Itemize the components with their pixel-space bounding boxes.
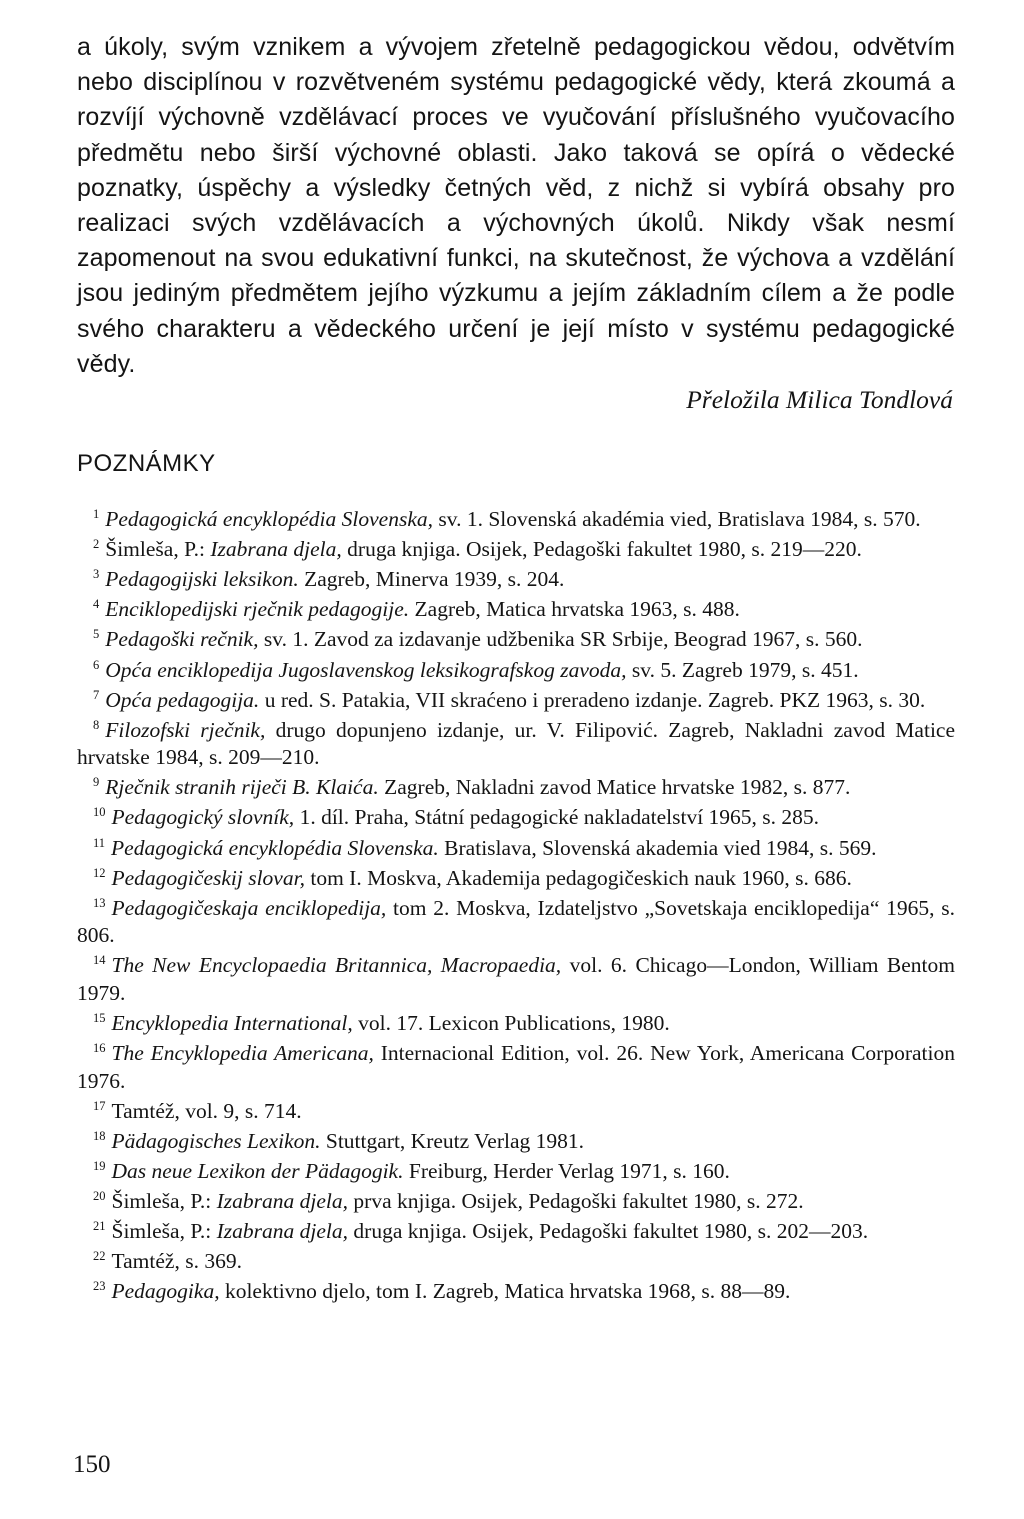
- footnote: [77, 1010, 955, 1038]
- footnote: [77, 657, 955, 685]
- translator-credit: Přeložila Milica Tondlová: [686, 385, 953, 415]
- footnote-text: u red. S. Patakia, VII skraćeno i preradeno izdanje. Zagreb. PKZ 1963, s. 30.: [259, 687, 926, 712]
- footnote-text: vol. 6. Chicago—London, William Bentom 1979.: [77, 953, 955, 1006]
- footnote-title: Das neue Lexikon der Pädagogik.: [111, 1159, 404, 1184]
- footnote: [77, 596, 955, 624]
- footnote-text: kolektivno djelo, tom I. Zagreb, Matica hrvatska 1968, s. 88—89.: [219, 1279, 791, 1304]
- page-number: 150: [73, 1451, 111, 1478]
- notes-heading: POZNÁMKY: [77, 450, 216, 478]
- footnote-title: Pedagogičeskaja enciklopedija,: [111, 895, 387, 920]
- notes-list: [77, 506, 955, 1306]
- footnote-author: Šimleša, P.:: [111, 1189, 217, 1214]
- footnote-title: Filozofski rječnik,: [105, 717, 266, 742]
- footnote: [77, 506, 955, 534]
- footnote-number: 18: [93, 1129, 106, 1143]
- footnote-title: Pedagogičeskij slovar,: [111, 865, 305, 890]
- footnote-text: Zagreb, Minerva 1939, s. 204.: [298, 567, 565, 592]
- footnote-text: Zagreb, Nakladni zavod Matice hrvatske 1982, s. 877.: [378, 775, 851, 800]
- footnote-text: Tamtéž, s. 369.: [111, 1249, 242, 1274]
- footnote-text: Freiburg, Herder Verlag 1971, s. 160.: [403, 1159, 730, 1184]
- footnote: [77, 1188, 955, 1216]
- footnote-number: 19: [93, 1159, 106, 1174]
- footnote-number: 17: [93, 1098, 106, 1113]
- footnote-title: Opća enciklopedija Jugoslavenskog leksikografskog zavoda,: [105, 657, 627, 682]
- footnote-text: drugo dopunjeno izdanje, ur. V. Filipović. Zagreb, Nakladni zavod Matice hrvatske 1984, s. 209—210.: [77, 717, 955, 770]
- footnote-text: tom I. Moskva, Akademija pedagogičeskich nauk 1960, s. 686.: [304, 865, 852, 890]
- footnote: [77, 774, 955, 802]
- footnote-number: 10: [93, 805, 106, 820]
- footnote-number: 14: [93, 953, 106, 968]
- footnote: [77, 1218, 955, 1246]
- footnote-number: 15: [93, 1011, 106, 1026]
- footnote-number: 21: [93, 1219, 106, 1234]
- footnote: [77, 1158, 955, 1186]
- footnote-text: prva knjiga. Osijek, Pedagoški fakultet 1980, s. 272.: [348, 1189, 804, 1214]
- footnote-number: 2: [93, 537, 100, 552]
- footnote-number: 11: [93, 835, 106, 850]
- footnote-number: 16: [93, 1041, 106, 1056]
- footnote: [77, 566, 955, 594]
- footnote-title: Pedagogický slovník,: [111, 805, 295, 830]
- footnote: [77, 1128, 955, 1156]
- footnote: [77, 1040, 955, 1095]
- footnote-title: Izabrana djela,: [216, 1189, 349, 1214]
- footnote-title: Pedagogická encyklopédia Slovenska,: [105, 507, 433, 532]
- footnote-text: Bratislava, Slovenská akademia vied 1984, s. 569.: [438, 835, 877, 860]
- footnote-number: 4: [93, 597, 100, 612]
- footnote-text: Internacional Edition, vol. 26. New York, Americana Corporation 1976.: [77, 1041, 955, 1093]
- footnote-author: Šimleša, P.:: [105, 537, 211, 562]
- footnote: [77, 717, 955, 772]
- footnote: [77, 835, 955, 863]
- body-paragraph: a úkoly, svým vznikem a vývojem zřetelně pedagogickou vědou, odvětvím nebo disciplínou v rozvětveném systému pedagogické vědy, která zkoumá a rozvíjí výchovně vzdělávací proces ve vyučování příslušného vyučovacího předmětu nebo širší výchovné oblasti. Jako taková se opírá o vědecké poznatky, úspěchy a výsledky četných věd, z nichž si vybírá obsahy pro realizaci svých vzdělávacích a výchovných úkolů. Nikdy však nesmí zapomenout na svou edukativní funkci, na skutečnost, že výchova a vzdělání jsou jediným předmětem jejího výzkumu a jejím základním cílem a že podle svého charakteru a vědeckého určení je její místo v systému pedagogické vědy.: [77, 33, 955, 378]
- footnote-number: 6: [93, 657, 100, 672]
- footnote-text: Tamtéž, vol. 9, s. 714.: [111, 1098, 302, 1123]
- footnote-number: 1: [93, 507, 100, 522]
- footnote-title: Pedagogijski leksikon.: [105, 567, 299, 592]
- footnote-title: Izabrana djela,: [216, 1219, 349, 1244]
- footnote-number: 13: [93, 895, 106, 910]
- footnote: [77, 895, 955, 950]
- footnote-title: Pedagogika,: [111, 1279, 220, 1304]
- footnote-title: Opća pedagogija.: [105, 687, 260, 712]
- footnote-text: sv. 5. Zagreb 1979, s. 451.: [626, 657, 859, 682]
- footnote-number: 12: [93, 865, 106, 880]
- footnote-number: 3: [93, 567, 100, 582]
- footnote-text: druga knjiga. Osijek, Pedagoški fakultet 1980, s. 219—220.: [341, 537, 862, 562]
- footnote-title: Pedagoški rečnik,: [105, 627, 259, 652]
- footnote: [77, 536, 955, 564]
- footnote-text: tom 2. Moskva, Izdateljstvo „Sovetskaja enciklopedija“ 1965, s. 806.: [77, 895, 955, 948]
- footnote: [77, 687, 955, 715]
- footnote-number: 20: [93, 1189, 106, 1204]
- footnote: [77, 952, 955, 1007]
- footnote: [77, 1248, 955, 1276]
- footnote-title: The Encyklopedia Americana,: [111, 1041, 374, 1066]
- footnote-number: 7: [93, 687, 100, 702]
- footnote-author: Šimleša, P.:: [111, 1219, 217, 1244]
- footnote: [77, 1278, 955, 1306]
- footnote-text: 1. díl. Praha, Státní pedagogické nakladatelství 1965, s. 285.: [294, 805, 820, 830]
- footnote-title: The New Encyclopaedia Britannica, Macropaedia,: [111, 953, 562, 978]
- footnote-number: 9: [93, 775, 100, 790]
- footnote-title: Pädagogisches Lexikon.: [111, 1129, 321, 1153]
- footnote-number: 5: [93, 627, 100, 642]
- footnote-number: 8: [93, 717, 100, 732]
- footnote-title: Izabrana djela,: [210, 537, 342, 562]
- footnote-text: Stuttgart, Kreutz Verlag 1981.: [320, 1129, 585, 1153]
- footnote-text: vol. 17. Lexicon Publications, 1980.: [352, 1011, 670, 1036]
- footnote-title: Pedagogická encyklopédia Slovenska.: [111, 835, 439, 860]
- footnote: [77, 865, 955, 893]
- footnote-text: sv. 1. Slovenská akadémia vied, Bratislava 1984, s. 570.: [433, 507, 921, 532]
- footnote-text: sv. 1. Zavod za izdavanje udžbenika SR Srbije, Beograd 1967, s. 560.: [258, 627, 863, 652]
- footnote: [77, 1098, 955, 1126]
- footnote-title: Enciklopedijski rječnik pedagogije.: [105, 597, 410, 622]
- footnote: [77, 626, 955, 654]
- footnote-title: Rječnik stranih riječi B. Klaića.: [105, 775, 379, 800]
- footnote-text: Zagreb, Matica hrvatska 1963, s. 488.: [409, 597, 740, 622]
- page: [77, 30, 955, 1309]
- footnote-text: druga knjiga. Osijek, Pedagoški fakultet 1980, s. 202—203.: [348, 1219, 869, 1244]
- footnote-number: 22: [93, 1249, 106, 1264]
- footnote: [77, 804, 955, 832]
- footnote-title: Encyklopedia International,: [111, 1011, 353, 1036]
- footnote-number: 23: [93, 1279, 106, 1294]
